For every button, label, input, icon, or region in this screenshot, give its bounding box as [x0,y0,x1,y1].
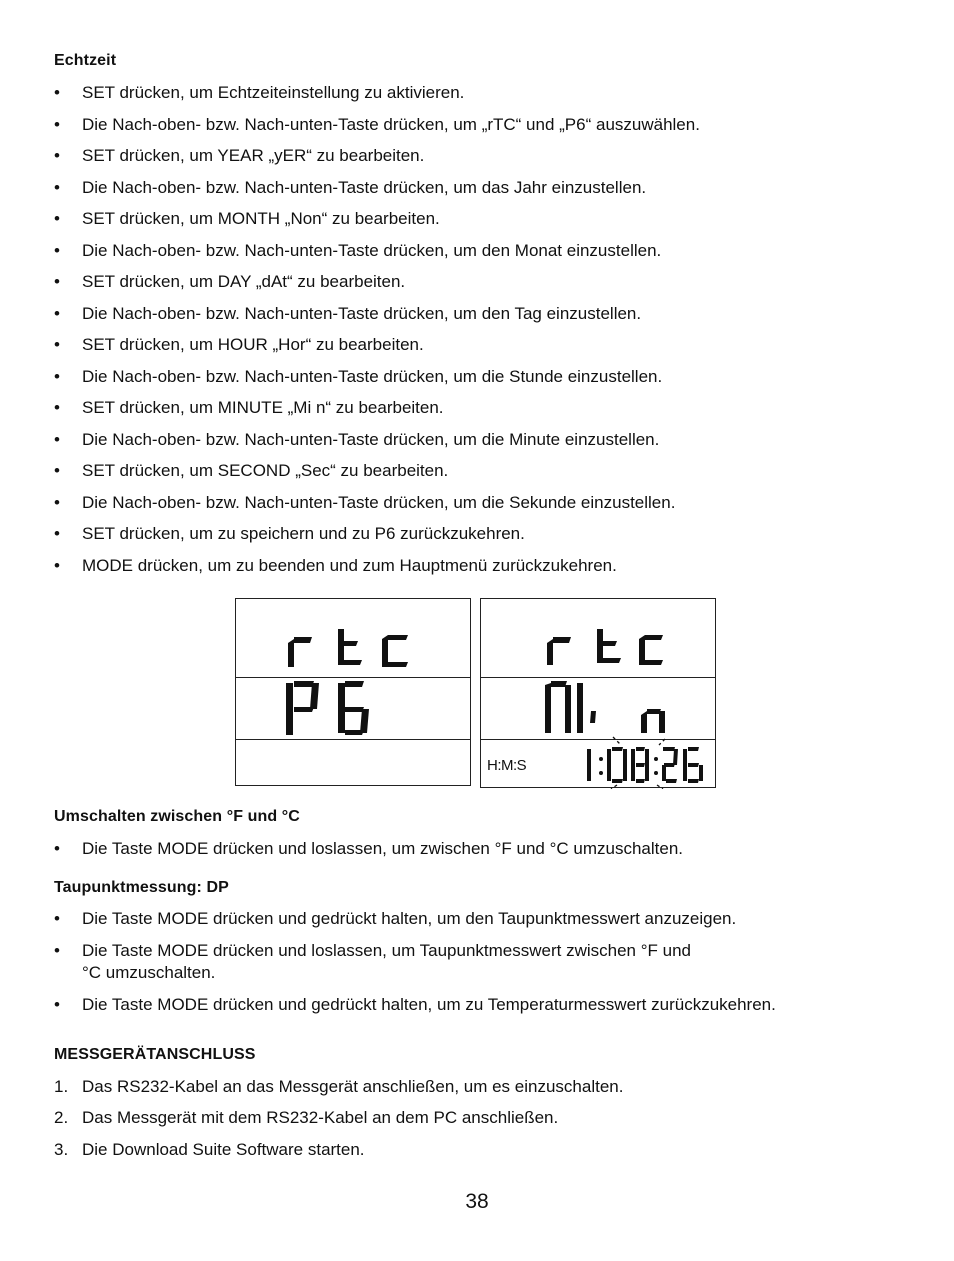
section-heading-anschluss: MESSGERÄTANSCHLUSS [54,1046,256,1063]
bullet-icon: • [54,367,60,386]
bullet-icon: • [54,335,60,354]
bullet-icon: • [54,430,60,449]
lcd-display-right [480,598,716,788]
list-item: • Die Nach-oben- bzw. Nach-unten-Taste drücken, um die Stunde einzustellen. [54,367,663,386]
bullet-icon: • [54,241,60,260]
bullet-icon: • [54,83,60,102]
bullet-icon: • [54,304,60,323]
bullet-icon: • [54,461,60,480]
list-item: • SET drücken, um HOUR „Hor“ zu bearbeiten. [54,335,424,354]
list-item: • SET drücken, um SECOND „Sec“ zu bearbeiten. [54,461,449,480]
list-item: • Die Taste MODE drücken und gedrückt halten, um zu Temperaturmesswert zurückzukehren. [54,995,776,1014]
bullet-icon: • [54,556,60,575]
list-item: • SET drücken, um MINUTE „Mi n“ zu bearbeiten. [54,398,444,417]
list-item: • Die Taste MODE drücken und loslassen, um zwischen °F und °C umzuschalten. [54,839,683,858]
bullet-icon: • [54,995,60,1014]
list-item: • SET drücken, um MONTH „Non“ zu bearbeiten. [54,209,440,228]
lcd-display-left [235,598,471,786]
bullet-icon: • [54,272,60,291]
list-item: • Die Nach-oben- bzw. Nach-unten-Taste drücken, um das Jahr einzustellen. [54,178,647,197]
list-item-continuation: °C umzuschalten. [82,963,216,982]
numbered-item: 3. Die Download Suite Software starten. [54,1140,365,1159]
bullet-icon: • [54,146,60,165]
bullet-icon: • [54,909,60,928]
numbered-item: 1. Das RS232-Kabel an das Messgerät anschließen, um es einzuschalten. [54,1077,624,1096]
section-heading-umschalten: Umschalten zwischen °F und °C [54,808,300,825]
list-item: • SET drücken, um zu speichern und zu P6 zurückzukehren. [54,524,525,543]
list-item: • Die Nach-oben- bzw. Nach-unten-Taste drücken, um „rTC“ und „P6“ auszuwählen. [54,115,700,134]
section-heading-echtzeit: Echtzeit [54,52,117,69]
bullet-icon: • [54,115,60,134]
list-item: • Die Taste MODE drücken und gedrückt halten, um den Taupunktmesswert anzuzeigen. [54,909,737,928]
bullet-icon: • [54,941,60,960]
list-item: • Die Nach-oben- bzw. Nach-unten-Taste drücken, um die Minute einzustellen. [54,430,660,449]
bullet-icon: • [54,493,60,512]
list-item: • Die Nach-oben- bzw. Nach-unten-Taste drücken, um die Sekunde einzustellen. [54,493,676,512]
bullet-icon: • [54,524,60,543]
list-item: • SET drücken, um DAY „dAt“ zu bearbeiten. [54,272,406,291]
lcd-segment-text [236,599,472,787]
section-heading-taupunkt: Taupunktmessung: DP [54,879,229,896]
numbered-item: 2. Das Messgerät mit dem RS232-Kabel an dem PC anschließen. [54,1108,559,1127]
list-item: • SET drücken, um YEAR „yER“ zu bearbeiten. [54,146,425,165]
list-item: • Die Taste MODE drücken und loslassen, um Taupunktmesswert zwischen °F und [54,941,692,960]
list-item: • MODE drücken, um zu beenden und zum Hauptmenü zurückzukehren. [54,556,617,575]
bullet-icon: • [54,178,60,197]
hms-label: H:M:S [487,757,527,774]
list-item: • Die Nach-oben- bzw. Nach-unten-Taste drücken, um den Tag einzustellen. [54,304,642,323]
list-item: • SET drücken, um Echtzeiteinstellung zu aktivieren. [54,83,465,102]
bullet-icon: • [54,839,60,858]
page-number: 38 [465,1190,489,1213]
bullet-icon: • [54,209,60,228]
list-item: • Die Nach-oben- bzw. Nach-unten-Taste drücken, um den Monat einzustellen. [54,241,662,260]
bullet-icon: • [54,398,60,417]
